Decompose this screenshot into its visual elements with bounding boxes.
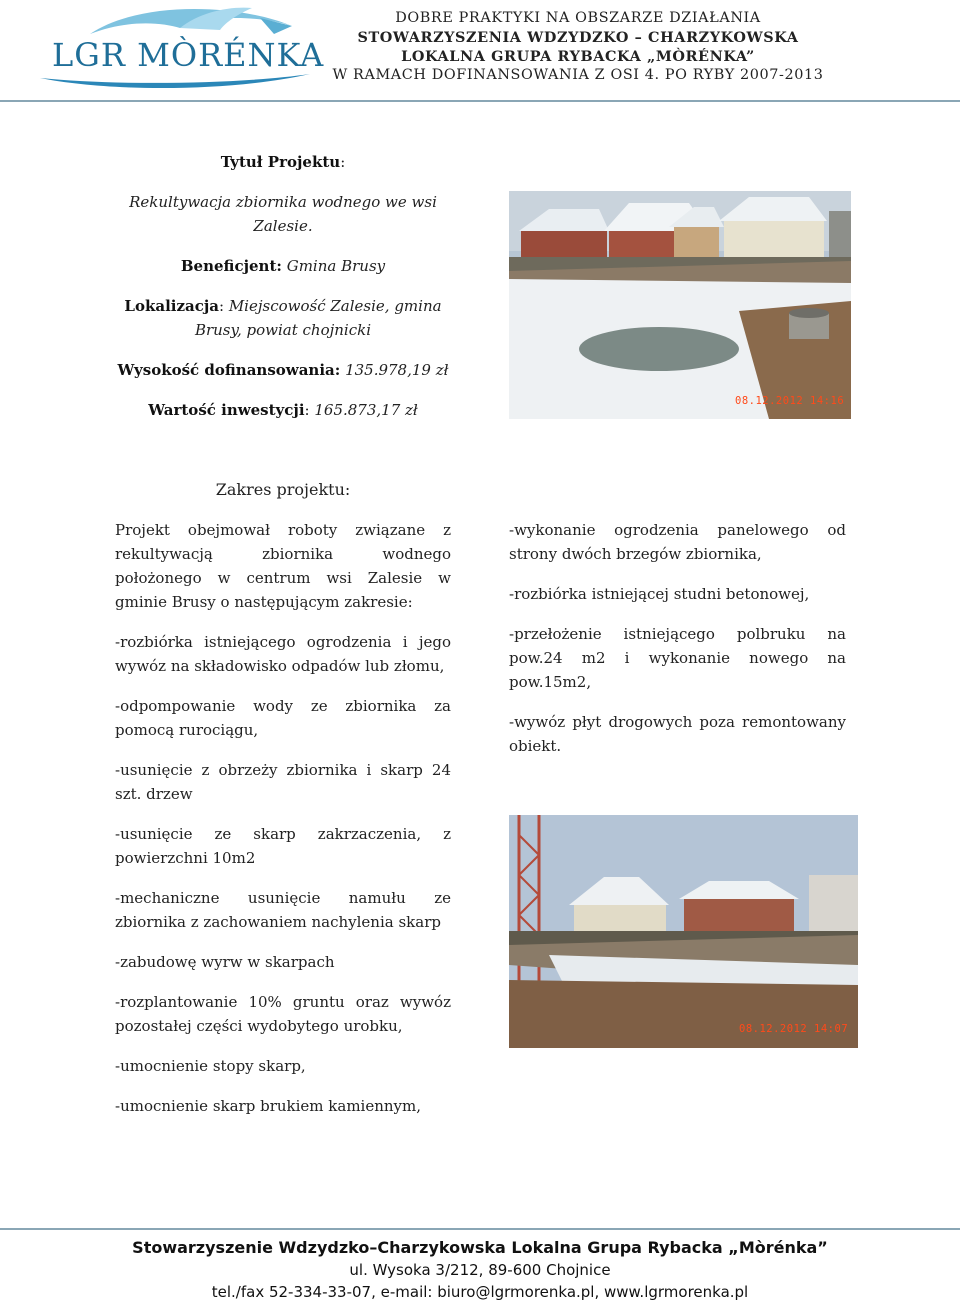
header-line-1: DOBRE PRAKTYKI NA OBSZARZE DZIAŁANIA — [395, 10, 761, 26]
header-title-block — [314, 9, 842, 85]
scope-left-item: -umocnienie skarp brukiem kamiennym, — [115, 1097, 421, 1115]
footer-organization: Stowarzyszenie Wdzydzko–Charzykowska Lokalna Grupa Rybacka „Mòrénka” — [132, 1238, 828, 1257]
photo-pond-1 — [509, 191, 851, 419]
header-line-3: LOKALNA GRUPA RYBACKA „MÒRÉNKA” — [401, 48, 755, 65]
scope-right-column — [509, 518, 846, 774]
beneficiary-value: Gmina Brusy — [286, 257, 386, 275]
beneficiary-label: Beneficjent: — [180, 257, 282, 275]
scope-left-item: -usunięcie z obrzeży zbiornika i skarp 24 szt. drzew — [115, 761, 451, 803]
scope-left-item: Projekt obejmował roboty związane z rekultywacją zbiornika wodnego położonego w centrum wsi Zalesie w gminie Brusy o następującym zakresie: — [115, 521, 451, 611]
photo-pond-2 — [509, 815, 858, 1048]
page-header — [0, 0, 960, 104]
header-line-2: STOWARZYSZENIA WDZYDZKO – CHARZYKOWSKA — [357, 29, 799, 46]
scope-left-column — [115, 518, 451, 1134]
scope-left-item: -usunięcie ze skarp zakrzaczenia, z powierzchni 10m2 — [115, 825, 451, 867]
header-line-4: W RAMACH DOFINANSOWANIA Z OSI 4. PO RYBY 2007-2013 — [332, 67, 824, 83]
project-title-label: Tytuł Projektu — [220, 153, 341, 171]
funding-label: Wysokość dofinansowania: — [117, 361, 341, 379]
location-value: Miejscowość Zalesie, gmina Brusy, powiat chojnicki — [194, 297, 442, 339]
photo-1-timestamp: 08.12.2012 14:16 — [735, 395, 845, 407]
footer-contact: tel./fax 52-334-33-07, e-mail: biuro@lgrmorenka.pl, www.lgrmorenka.pl — [211, 1283, 749, 1301]
lgr-morenka-logo — [30, 4, 325, 96]
scope-right-item: -rozbiórka istniejącej studni betonowej, — [509, 585, 810, 603]
project-title-value: Rekultywacja zbiornika wodnego we wsi Zalesie. — [129, 193, 437, 235]
footer-address: ul. Wysoka 3/212, 89-600 Chojnice — [349, 1261, 611, 1279]
scope-left-item: -umocnienie stopy skarp, — [115, 1057, 306, 1075]
scope-left-item: -rozbiórka istniejącego ogrodzenia i jego wywóz na składowisko odpadów lub złomu, — [115, 633, 451, 675]
logo-text: LGR MÒRÉNKA — [52, 36, 325, 74]
scope-left-item: -mechaniczne usunięcie namułu ze zbiornika z zachowaniem nachylenia skarp — [115, 889, 451, 931]
page-footer — [0, 1228, 960, 1304]
scope-right-item: -wywóz płyt drogowych poza remontowany obiekt. — [509, 713, 846, 755]
header-divider — [0, 100, 960, 102]
scope-title: Zakres projektu: — [215, 480, 351, 499]
scope-right-item: -wykonanie ogrodzenia panelowego od strony dwóch brzegów zbiornika, — [509, 521, 846, 563]
investment-label: Wartość inwestycji — [148, 401, 305, 419]
scope-left-item: -zabudowę wyrw w skarpach — [115, 953, 335, 971]
project-info: Tytuł Projektu: Rekultywacja zbiornika wodnego we wsi Zalesie. Beneficjent: Gmina Brusy Lokalizacja: Miejscowość Zalesie, gmina Brusy, powiat chojnicki Wysokość dofinansowania: 135.978,19 zł Wartość inwestycji: 165.873,17 zł — [117, 153, 449, 419]
photo-2-timestamp: 08.12.2012 14:07 — [739, 1023, 849, 1035]
location-label: Lokalizacja — [124, 297, 219, 315]
funding-value: 135.978,19 zł — [345, 361, 449, 379]
investment-value: 165.873,17 zł — [314, 401, 418, 419]
scope-left-item: -odpompowanie wody ze zbiornika za pomocą rurociągu, — [115, 697, 451, 739]
scope-left-item: -rozplantowanie 10% gruntu oraz wywóz pozostałej części wydobytego urobku, — [115, 993, 451, 1035]
scope-right-item: -przełożenie istniejącego polbruku na pow.24 m2 i wykonanie nowego na pow.15m2, — [509, 625, 846, 691]
